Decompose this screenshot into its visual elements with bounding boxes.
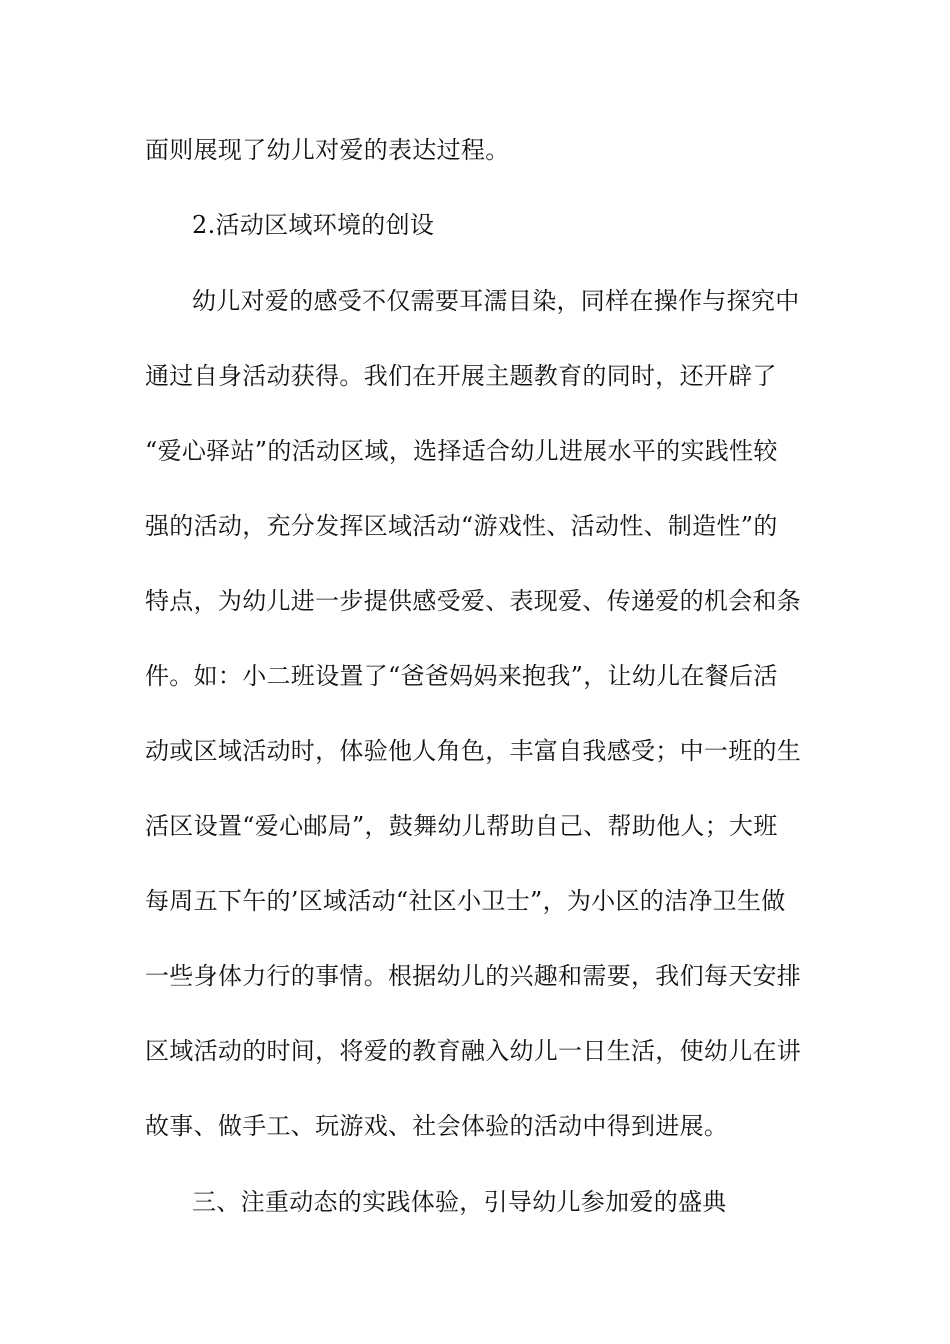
paragraph-line: 故事、做手工、玩游戏、社会体验的活动中得到进展。 bbox=[145, 1112, 729, 1140]
paragraph-line: “爱心驿站”的活动区域，选择适合幼儿进展水平的实践性较 bbox=[145, 437, 778, 465]
paragraph-line: 强的活动，充分发挥区域活动“游戏性、活动性、制造性”的 bbox=[145, 512, 778, 540]
paragraph-line: 特点，为幼儿进一步提供感受爱、表现爱、传递爱的机会和条 bbox=[145, 587, 802, 615]
paragraph-line: 通过自身活动获得。我们在开展主题教育的同时，还开辟了 bbox=[145, 362, 777, 390]
paragraph-line: 区域活动的时间，将爱的教育融入幼儿一日生活，使幼儿在讲 bbox=[145, 1037, 802, 1065]
paragraph-line: 动或区域活动时，体验他人角色，丰富自我感受；中一班的生 bbox=[145, 737, 802, 765]
paragraph-line: 面则展现了幼儿对爱的表达过程。 bbox=[145, 136, 510, 164]
section-heading: 2.活动区域环境的创设 bbox=[192, 211, 435, 239]
paragraph-line: 一些身体力行的事情。根据幼儿的兴趣和需要，我们每天安排 bbox=[145, 962, 802, 990]
paragraph-line: 活区设置“爱心邮局”，鼓舞幼儿帮助自己、帮助他人；大班 bbox=[145, 812, 778, 840]
section-heading: 三、注重动态的实践体验，引导幼儿参加爱的盛典 bbox=[192, 1188, 727, 1216]
paragraph-line: 件。如：小二班设置了“爸爸妈妈来抱我”，让幼儿在餐后活 bbox=[145, 662, 778, 690]
paragraph-line: 每周五下午的’区域活动“社区小卫士”，为小区的洁净卫生做 bbox=[145, 887, 786, 915]
paragraph-line: 幼儿对爱的感受不仅需要耳濡目染，同样在操作与探究中 bbox=[192, 287, 800, 315]
